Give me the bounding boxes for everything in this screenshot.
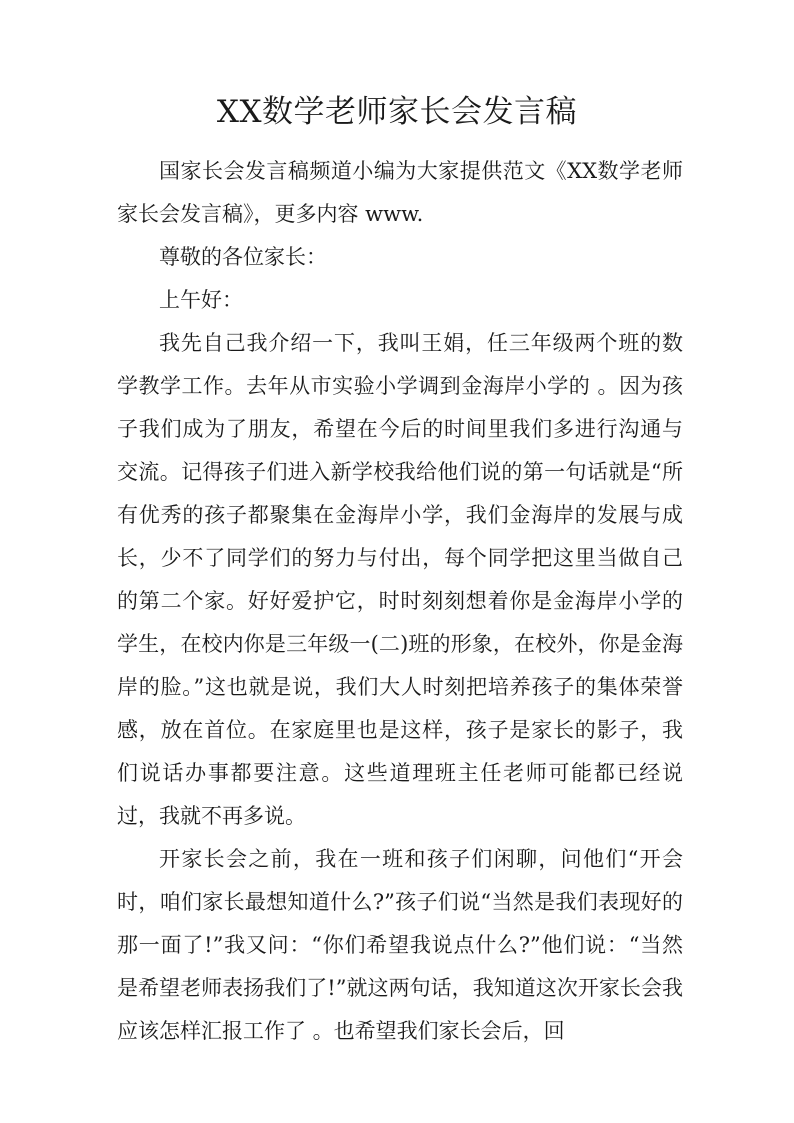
salutation-paragraph: 尊敬的各位家长： bbox=[159, 245, 327, 269]
document-body bbox=[117, 150, 683, 1053]
self-introduction-paragraph: 我先自己我介绍一下，我叫王娟，任三年级两个班的数学教学工作。去年从市实验小学调到金海岸小学的 。因为孩子我们成为了朋友，希望在今后的时间里我们多进行沟通与交流。记得孩子们进入新学校我给他们说的第一句话就是“所有优秀的孩子都聚集在金海岸小学，我们金海岸的发展与成长，少不了同学们的努力与付出，每个同学把这里当做自己的第二个家。好好爱护它，时时刻刻想着你是金海岸小学的学生，在校内你是三年级一(二)班的形象，在校外，你是金海岸的脸。”这也就是说，我们大人时刻把培养孩子的集体荣誉感，放在首位。在家庭里也是这样，孩子是家长的影子，我们说话办事都要注意。这些道理班主任老师可能都已经说过，我就不再多说。 bbox=[117, 331, 683, 828]
intro-paragraph: 国家长会发言稿频道小编为大家提供范文《XX数学老师家长会发言稿》，更多内容 www. bbox=[117, 159, 683, 226]
greeting-paragraph: 上午好： bbox=[159, 288, 243, 312]
conversation-paragraph: 开家长会之前，我在一班和孩子们闲聊，问他们“开会时，咱们家长最想知道什么?”孩子们说“当然是我们表现好的那一面了!”我又问：“你们希望我说点什么?”他们说：“当然是希望老师表扬我们了!”就这两句话，我知道这次开家长会我应该怎样汇报工作了 。也希望我们家长会后，回 bbox=[117, 847, 683, 1043]
document-title: XX数学老师家长会发言稿 bbox=[216, 94, 578, 130]
